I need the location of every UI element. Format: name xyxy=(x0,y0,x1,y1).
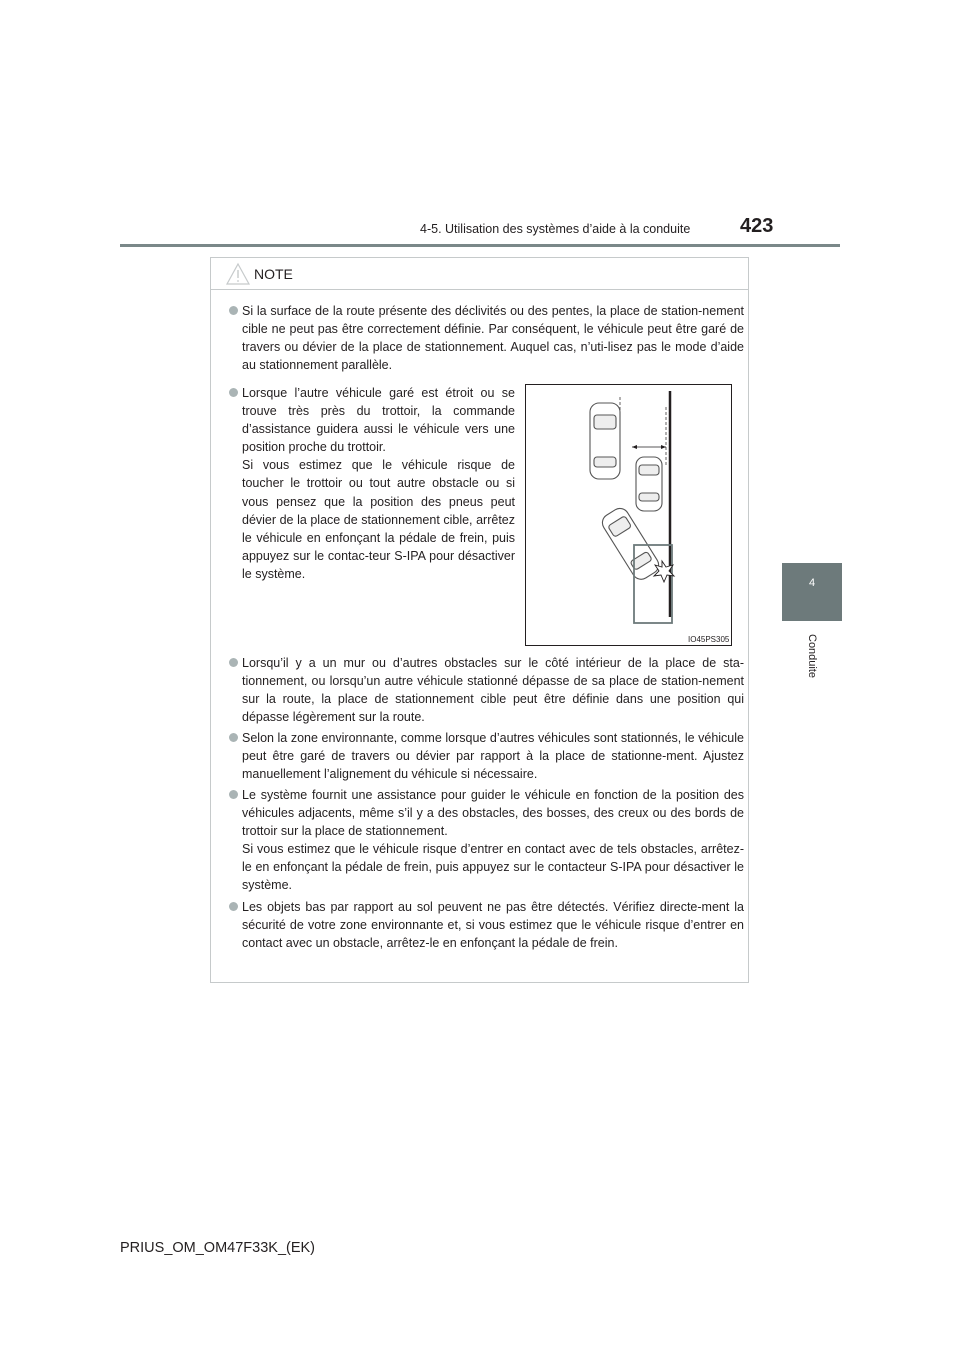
bullet-dot-icon xyxy=(229,790,238,799)
bullet-dot-icon xyxy=(229,306,238,315)
note-divider xyxy=(211,289,748,290)
chapter-label: Conduite xyxy=(806,633,818,679)
bullet-text: Selon la zone environnante, comme lorsque d’autres véhicules sont stationnés, le véhicule peut être garé de travers ou dévier par rapport à la place de stationne-ment. Ajustez manuellement l’alignement du véhicule si nécessaire. xyxy=(242,731,744,782)
warning-triangle-icon xyxy=(225,262,251,286)
note-bullet-6 xyxy=(242,898,744,952)
note-header xyxy=(211,258,750,288)
note-bullet-4 xyxy=(242,729,744,783)
note-bullet-5 xyxy=(242,786,744,895)
bullet-dot-icon xyxy=(229,902,238,911)
bullet-text: Les objets bas par rapport au sol peuvent ne pas être détectés. Vérifiez directe-ment la sécurité de votre zone environnante et, si vous estimez que le véhicule risque d’entrer en contact avec un obstacle, arrêtez-le en enfonçant la pédale de frein. xyxy=(242,900,744,951)
header-divider xyxy=(120,244,840,247)
parking-illustration xyxy=(525,384,732,646)
bullet-text: Le système fournit une assistance pour guider le véhicule en fonction de la position des véhicules adjacents, même s’il y a des obstacles, des bosses, des creux ou des bords de trottoir sur la place de stationnement. xyxy=(242,788,744,839)
bullet-text: Lorsque l’autre véhicule garé est étroit ou se trouve très près du trottoir, la commande d’assistance guidera aussi le véhicule vers une position proche du trottoir. xyxy=(242,386,515,455)
document-code: PRIUS_OM_OM47F33K_(EK) xyxy=(120,1240,316,1256)
note-bullet-1 xyxy=(242,302,744,374)
bullet-dot-icon xyxy=(229,388,238,397)
section-title: 4-5. Utilisation des systèmes d’aide à la conduite xyxy=(420,222,691,236)
note-bullet-2 xyxy=(242,384,515,583)
note-title: NOTE xyxy=(254,266,293,282)
bullet-dot-icon xyxy=(229,658,238,667)
note-box xyxy=(210,257,749,983)
bullet-text: Lorsqu’il y a un mur ou d’autres obstacles sur le côté intérieur de la place de sta-tionnement, ou lorsqu’un autre véhicule stationné dépasse de sa place de station-nement sur la route, la place de stationnement cible peut être définie dans une position qui dépasse légèrement sur la route. xyxy=(242,656,744,725)
bullet-text: Si vous estimez que le véhicule risque de toucher le trottoir ou tout autre obstacle ou si vous pensez que la position des pneus peut dévier de la place de stationnement cible, arrêtez le véhicule en enfonçant la pédale de frein, puis appuyez sur le contac-teur S-IPA pour désactiver le système. xyxy=(242,458,515,581)
chapter-number: 4 xyxy=(808,577,816,589)
bullet-text: Si la surface de la route présente des déclivités ou des pentes, la place de station-nement cible ne peut pas être correctement définie. Par conséquent, le véhicule peut être garé de travers ou dévier de la place de stationnement. Auquel cas, n’uti-lisez pas le mode d’aide au stationnement parallèle. xyxy=(242,304,744,373)
chapter-tab xyxy=(782,563,842,621)
page-number: 423 xyxy=(740,215,774,237)
note-bullet-3 xyxy=(242,654,744,726)
figure-code: IO45PS305 xyxy=(688,635,730,644)
bullet-dot-icon xyxy=(229,733,238,742)
parking-diagram-illustration xyxy=(526,385,731,645)
bullet-text: Si vous estimez que le véhicule risque d’entrer en contact avec de tels obstacles, arrêtez-le en enfonçant la pédale de frein, puis appuyez sur le contacteur S-IPA pour désactiver le système. xyxy=(242,842,744,893)
